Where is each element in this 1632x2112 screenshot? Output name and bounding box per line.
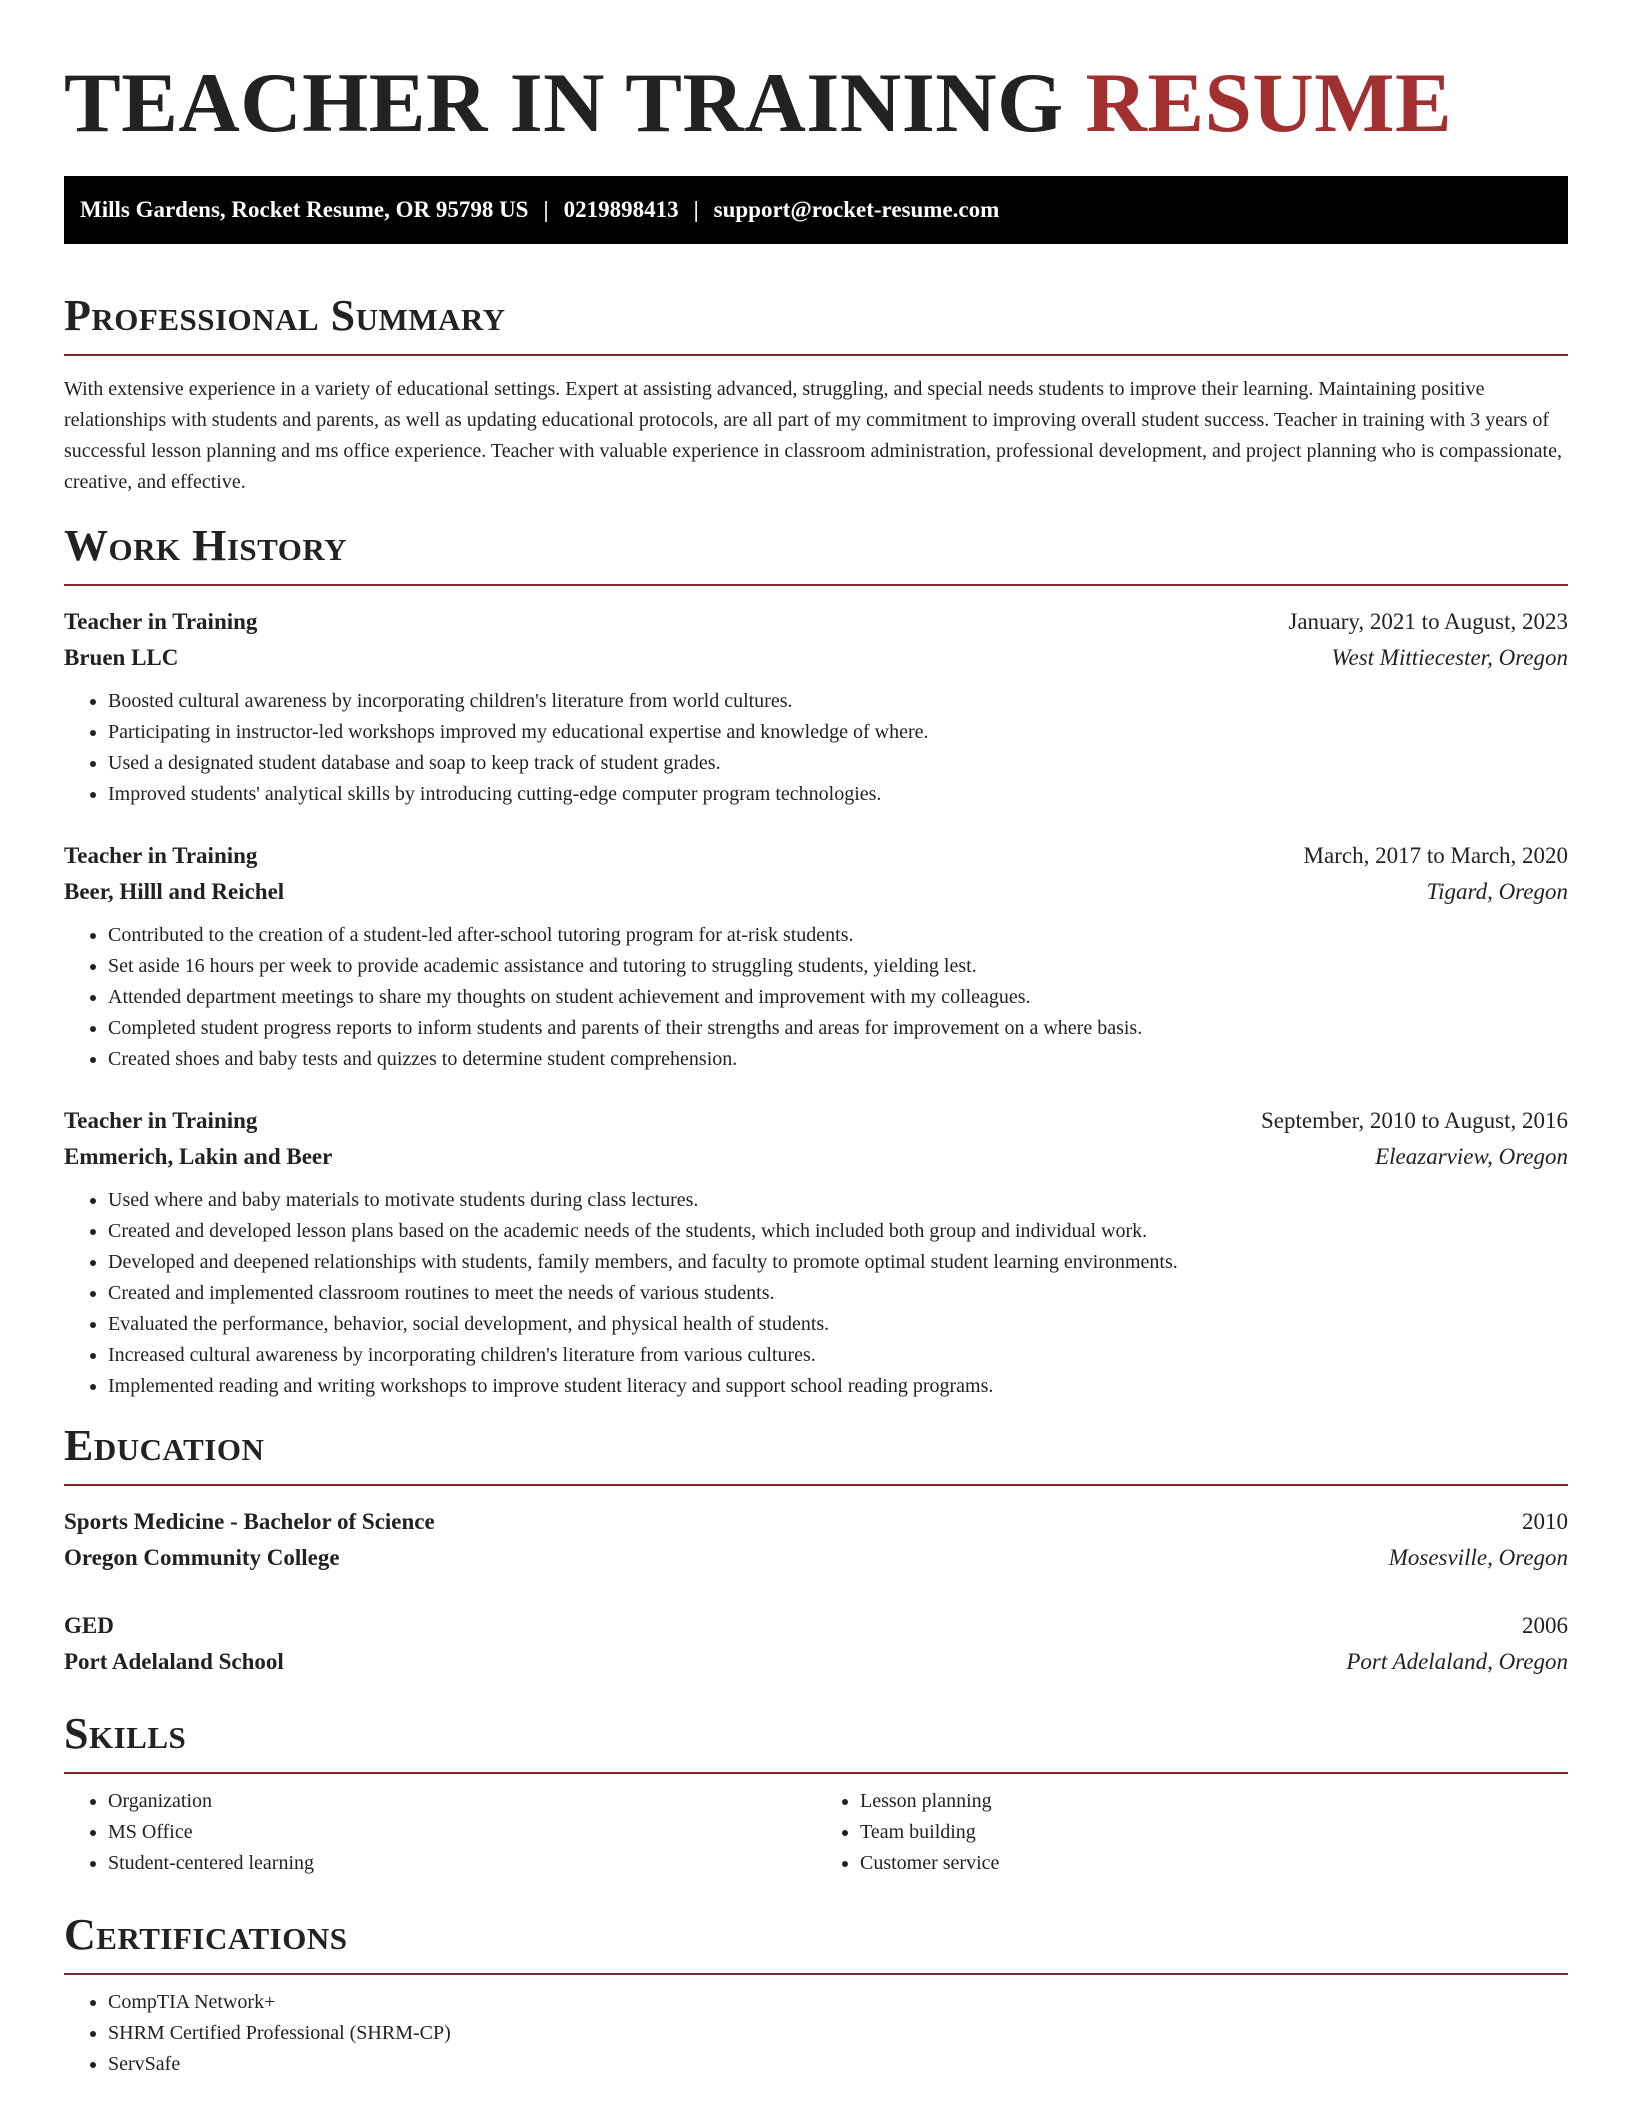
skill-item: • Customer service	[860, 1848, 1568, 1879]
job-bullets	[64, 686, 1568, 810]
education-location: Port Adelaland, Oregon	[1346, 1649, 1568, 1674]
job-entry	[64, 1103, 1568, 1402]
education-section	[64, 1418, 1568, 1680]
job-bullet: • Created shoes and baby tests and quizzes to determine student comprehension.	[108, 1044, 1568, 1075]
education-degree: GED	[64, 1613, 114, 1638]
job-company: Beer, Hilll and Reichel	[64, 879, 285, 904]
job-dates: March, 2017 to March, 2020	[1303, 843, 1568, 868]
job-location: Tigard, Oregon	[1426, 879, 1568, 904]
section-divider	[64, 1973, 1568, 1975]
skill-item: • MS Office	[108, 1817, 816, 1848]
resume-title	[64, 52, 1568, 154]
job-company-row	[64, 640, 1568, 676]
job-title: Teacher in Training	[64, 609, 258, 634]
job-bullet: • Increased cultural awareness by incorporating children's literature from various cultures.	[108, 1340, 1568, 1371]
education-school-row	[64, 1540, 1568, 1576]
education-degree: Sports Medicine - Bachelor of Science	[64, 1509, 435, 1534]
title-accent: RESUME	[1085, 56, 1453, 150]
education-degree-row	[64, 1504, 1568, 1540]
job-bullet: • Completed student progress reports to inform students and parents of their strengths and areas for improvement on a where basis.	[108, 1013, 1568, 1044]
title-main: TEACHER IN TRAINING	[64, 56, 1064, 150]
education-school: Oregon Community College	[64, 1545, 340, 1570]
certification-item: • CompTIA Network+	[108, 1987, 1568, 2018]
contact-address: Mills Gardens, Rocket Resume, OR 95798 US	[80, 197, 529, 222]
contact-email: support@rocket-resume.com	[713, 197, 1000, 222]
job-bullet: • Implemented reading and writing workshops to improve student literacy and support school reading programs.	[108, 1371, 1568, 1402]
job-title: Teacher in Training	[64, 843, 258, 868]
section-divider	[64, 1484, 1568, 1486]
job-company-row	[64, 874, 1568, 910]
section-heading-education: Education	[64, 1421, 265, 1470]
job-bullets	[64, 1185, 1568, 1402]
job-bullets	[64, 920, 1568, 1075]
certifications-section	[64, 1907, 1568, 2080]
contact-phone: 0219898413	[563, 197, 679, 222]
job-dates: January, 2021 to August, 2023	[1288, 609, 1568, 634]
job-header-row	[64, 604, 1568, 640]
skills-section	[64, 1706, 1568, 1879]
contact-separator: |	[693, 197, 699, 222]
job-title: Teacher in Training	[64, 1108, 258, 1133]
job-entry	[64, 604, 1568, 810]
job-bullet: • Attended department meetings to share my thoughts on student achievement and improvement with my colleagues.	[108, 982, 1568, 1013]
section-divider	[64, 354, 1568, 356]
job-bullet: • Used where and baby materials to motivate students during class lectures.	[108, 1185, 1568, 1216]
education-school-row	[64, 1644, 1568, 1680]
job-location: West Mittiecester, Oregon	[1331, 645, 1568, 670]
education-entry	[64, 1608, 1568, 1680]
skills-grid	[64, 1786, 1568, 1879]
skill-item: • Student-centered learning	[108, 1848, 816, 1879]
education-location: Mosesville, Oregon	[1388, 1545, 1568, 1570]
summary-text: With extensive experience in a variety of educational settings. Expert at assisting advanced, struggling, and special needs students to improve their learning. Maintaining positive relationships with students and parents, as well as updating educational protocols, are all part of my commitment to improving overall student success. Teacher in training with 3 years of successful lesson planning and ms office experience. Teacher with valuable experience in classroom administration, professional development, and project planning who is compassionate, creative, and effective.	[64, 378, 1562, 493]
job-bullet: • Created and developed lesson plans based on the academic needs of the students, which included both group and individual work.	[108, 1216, 1568, 1247]
certification-item: • ServSafe	[108, 2049, 1568, 2080]
contact-bar	[64, 176, 1568, 244]
skills-column-left	[64, 1786, 816, 1879]
job-bullet: • Participating in instructor-led workshops improved my educational expertise and knowledge of where.	[108, 717, 1568, 748]
job-company: Bruen LLC	[64, 645, 179, 670]
job-bullet: • Evaluated the performance, behavior, social development, and physical health of students.	[108, 1309, 1568, 1340]
skill-item: • Organization	[108, 1786, 816, 1817]
certification-item: • SHRM Certified Professional (SHRM-CP)	[108, 2018, 1568, 2049]
section-heading-skills: Skills	[64, 1709, 187, 1758]
section-divider	[64, 1772, 1568, 1774]
job-header-row	[64, 1103, 1568, 1139]
job-bullet: • Boosted cultural awareness by incorporating children's literature from world cultures.	[108, 686, 1568, 717]
education-degree-row	[64, 1608, 1568, 1644]
job-dates: September, 2010 to August, 2016	[1260, 1108, 1568, 1133]
section-heading-certifications: Certifications	[64, 1910, 348, 1959]
job-bullet: • Set aside 16 hours per week to provide academic assistance and tutoring to struggling students, yielding lest.	[108, 951, 1568, 982]
section-heading-work-history: Work History	[64, 521, 348, 570]
job-company-row	[64, 1139, 1568, 1175]
job-location: Eleazarview, Oregon	[1375, 1144, 1568, 1169]
certification-list	[64, 1987, 1568, 2080]
skills-column-right	[816, 1786, 1568, 1879]
job-bullet: • Developed and deepened relationships with students, family members, and faculty to promote optimal student learning environments.	[108, 1247, 1568, 1278]
skill-item: • Team building	[860, 1817, 1568, 1848]
section-heading-summary: Professional Summary	[64, 291, 506, 340]
job-bullet: • Created and implemented classroom routines to meet the needs of various students.	[108, 1278, 1568, 1309]
education-entry	[64, 1504, 1568, 1576]
work-history-section	[64, 518, 1568, 1402]
education-school: Port Adelaland School	[64, 1649, 284, 1674]
summary-section	[64, 288, 1568, 498]
section-divider	[64, 584, 1568, 586]
job-header-row	[64, 838, 1568, 874]
job-bullet: • Used a designated student database and soap to keep track of student grades.	[108, 748, 1568, 779]
job-entry	[64, 838, 1568, 1075]
education-year: 2010	[1522, 1509, 1568, 1534]
job-company: Emmerich, Lakin and Beer	[64, 1144, 333, 1169]
job-bullet: • Contributed to the creation of a student-led after-school tutoring program for at-risk students.	[108, 920, 1568, 951]
job-bullet: • Improved students' analytical skills by introducing cutting-edge computer program technologies.	[108, 779, 1568, 810]
skill-item: • Lesson planning	[860, 1786, 1568, 1817]
contact-separator: |	[543, 197, 549, 222]
education-year: 2006	[1522, 1613, 1568, 1638]
